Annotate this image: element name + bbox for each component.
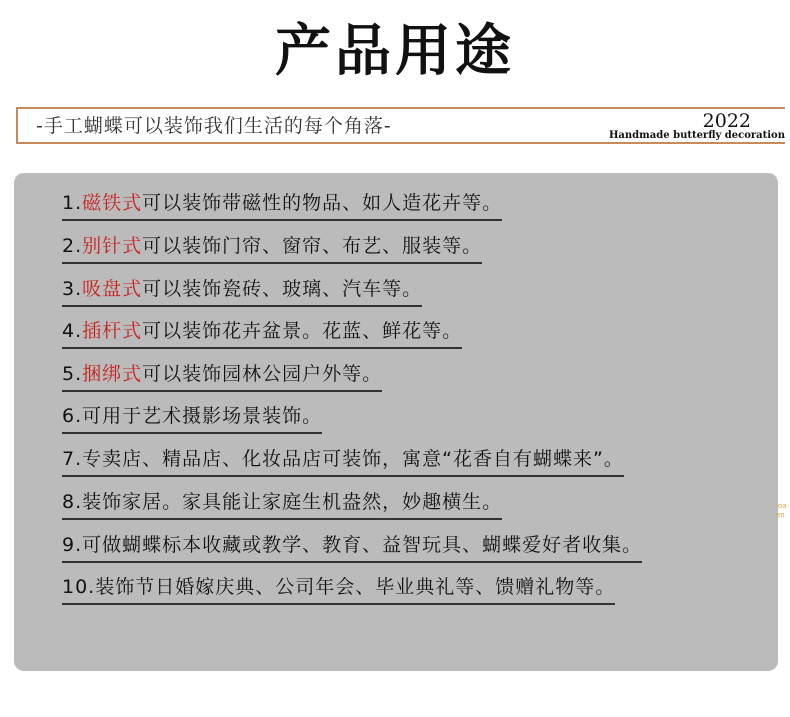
item-number: 1. bbox=[62, 192, 83, 214]
item-number: 8. bbox=[62, 491, 83, 513]
subtitle-banner bbox=[16, 107, 785, 144]
item-text: 装饰节日婚嫁庆典、公司年会、毕业典礼等、馈赠礼物等。 bbox=[95, 576, 616, 598]
banner-text: -手工蝴蝶可以装饰我们生活的每个角落- bbox=[36, 115, 392, 137]
banner-subtitle: Handmade butterfly decoration bbox=[608, 130, 785, 141]
list-item bbox=[62, 273, 422, 307]
item-number: 6. bbox=[62, 405, 83, 427]
page-title: 产品用途 bbox=[275, 19, 515, 84]
list-item bbox=[62, 230, 482, 264]
side-watermark: loaen bbox=[776, 502, 787, 519]
item-text: 可以装饰带磁性的物品、如人造花卉等。 bbox=[142, 192, 503, 214]
list-item bbox=[62, 529, 642, 563]
item-number: 2. bbox=[62, 235, 83, 257]
list-item bbox=[62, 400, 322, 434]
usage-panel bbox=[14, 173, 778, 671]
list-item bbox=[62, 187, 502, 221]
item-number: 7. bbox=[62, 448, 83, 470]
list-item bbox=[62, 486, 502, 520]
item-number: 10. bbox=[62, 576, 96, 598]
item-text: 专卖店、精品店、化妆品店可装饰，寓意“花香自有蝴蝶来”。 bbox=[82, 448, 624, 470]
item-highlight: 磁铁式 bbox=[82, 192, 143, 214]
list-item bbox=[62, 358, 382, 392]
item-highlight: 插杆式 bbox=[82, 320, 143, 342]
banner-year: 2022 bbox=[702, 110, 751, 132]
item-number: 3. bbox=[62, 278, 83, 300]
item-highlight: 捆绑式 bbox=[82, 363, 143, 385]
item-highlight: 吸盘式 bbox=[82, 278, 143, 300]
item-number: 9. bbox=[62, 534, 83, 556]
item-number: 4. bbox=[62, 320, 83, 342]
item-text: 可以装饰瓷砖、玻璃、汽车等。 bbox=[142, 278, 423, 300]
item-number: 5. bbox=[62, 363, 83, 385]
item-text: 可以装饰园林公园户外等。 bbox=[142, 363, 383, 385]
list-item bbox=[62, 571, 615, 605]
item-highlight: 别针式 bbox=[82, 235, 143, 257]
item-text: 可用于艺术摄影场景装饰。 bbox=[82, 405, 323, 427]
item-text: 可以装饰门帘、窗帘、布艺、服装等。 bbox=[142, 235, 483, 257]
item-text: 可以装饰花卉盆景。花蓝、鲜花等。 bbox=[142, 320, 463, 342]
list-item bbox=[62, 443, 624, 477]
item-text: 装饰家居。家具能让家庭生机盎然，妙趣横生。 bbox=[82, 491, 503, 513]
item-text: 可做蝴蝶标本收藏或教学、教育、益智玩具、蝴蝶爱好者收集。 bbox=[82, 534, 643, 556]
list-item bbox=[62, 315, 462, 349]
